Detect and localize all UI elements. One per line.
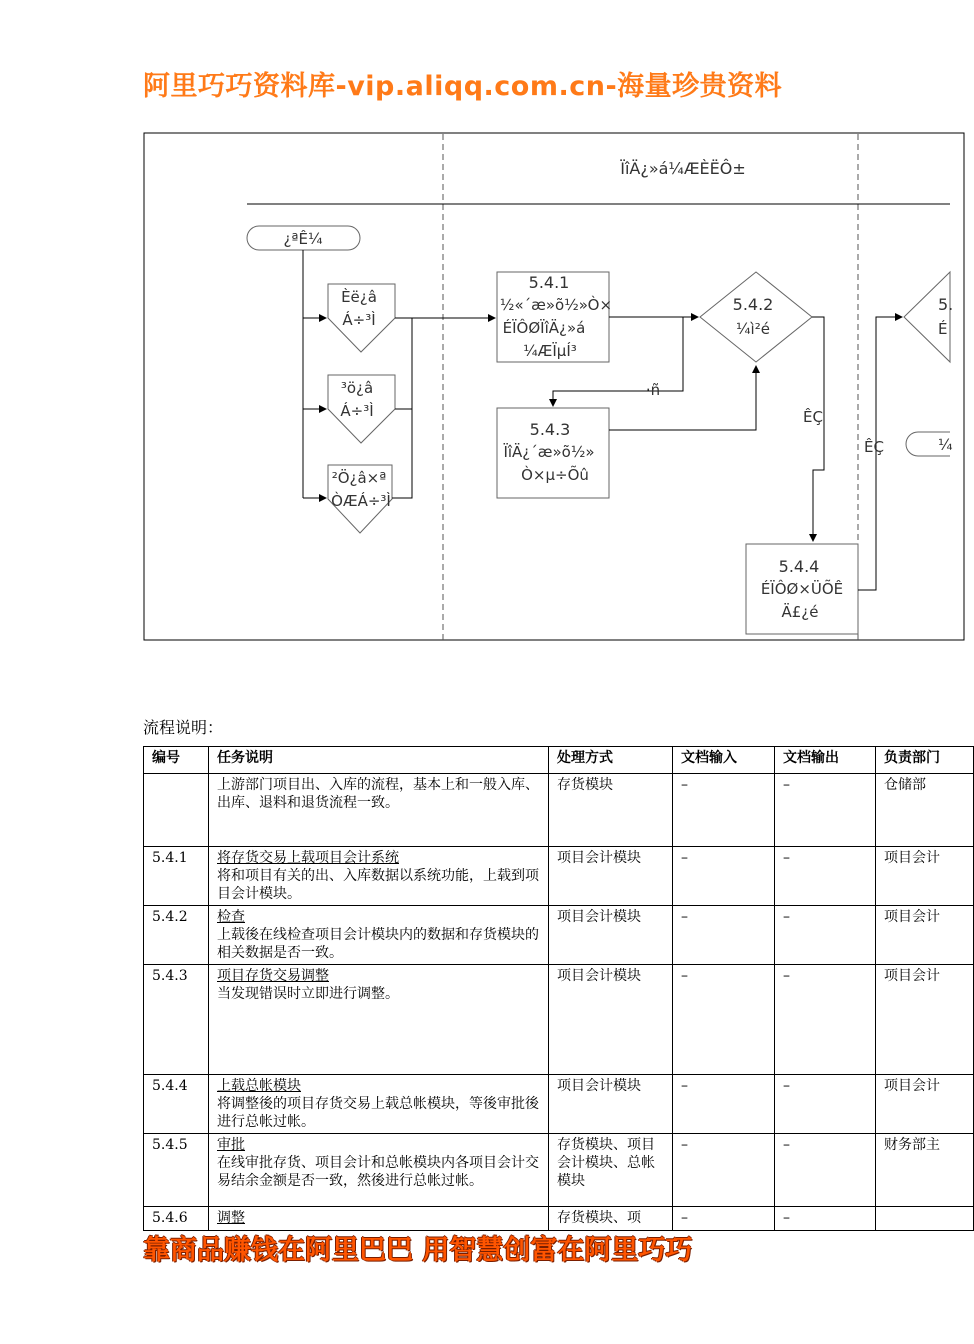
table-row bbox=[144, 847, 974, 906]
diamond542-line2: ¼ì²é bbox=[736, 320, 770, 338]
row-dept: 仓储部 bbox=[876, 774, 974, 847]
box544-line2: ÉÏÔØ×ÜÕÊ bbox=[760, 580, 844, 598]
row-id: 5.4.2 bbox=[144, 906, 209, 965]
row-input: – bbox=[673, 1207, 775, 1231]
row-input: – bbox=[673, 1134, 775, 1207]
row-dept: 财务部主 bbox=[876, 1134, 974, 1207]
task-title: 上载总帐模块 bbox=[217, 1078, 301, 1094]
row-input: – bbox=[673, 1075, 775, 1134]
table-row bbox=[144, 1075, 974, 1134]
row-method: 项目会计模块 bbox=[549, 847, 673, 906]
row-method: 存货模块、项目会计模块、总帐模块 bbox=[549, 1134, 673, 1207]
row-input: – bbox=[673, 906, 775, 965]
header-id: 编号 bbox=[144, 747, 209, 774]
row-method: 项目会计模块 bbox=[549, 965, 673, 1075]
row-task bbox=[209, 847, 549, 906]
row-dept: 项目会计 bbox=[876, 847, 974, 906]
row-output: – bbox=[775, 774, 876, 847]
table-header-row bbox=[144, 747, 974, 774]
start-label: ¿ªÊ¼ bbox=[283, 230, 323, 248]
row-task bbox=[209, 1134, 549, 1207]
row-input: – bbox=[673, 847, 775, 906]
row-output: – bbox=[775, 965, 876, 1075]
row-task bbox=[209, 965, 549, 1075]
box541-line1: 5.4.1 bbox=[528, 273, 570, 292]
box544-line3: Ä£¿é bbox=[781, 603, 819, 621]
row-output: – bbox=[775, 1207, 876, 1231]
row-id: 5.4.5 bbox=[144, 1134, 209, 1207]
task-description: 将和项目有关的出、入库数据以系统功能，上载到项目会计模块。 bbox=[217, 868, 539, 902]
row-task bbox=[209, 1207, 549, 1231]
box543-line1: 5.4.3 bbox=[529, 420, 571, 439]
row-id: 5.4.6 bbox=[144, 1207, 209, 1231]
task-description: 上游部门项目出、入库的流程，基本上和一般入库、出库、退料和退货流程一致。 bbox=[217, 777, 539, 811]
bottom-banner: 靠商品赚钱在阿里巴巴 用智慧创富在阿里巧巧 bbox=[143, 1235, 693, 1266]
task-description: 上载後在线检查项目会计模块内的数据和存货模块的相关数据是否一致。 bbox=[217, 927, 539, 961]
row-id: 5.4.1 bbox=[144, 847, 209, 906]
task-description: 将调整後的项目存货交易上载总帐模块，等後审批後进行总帐过帐。 bbox=[217, 1096, 539, 1130]
box543-line2: ÏîÄ¿´æ»õ½» bbox=[503, 443, 595, 461]
box541-line2: ½«´æ»õ½»Ò× bbox=[499, 296, 613, 314]
doc1-line2: Á÷³Ì bbox=[342, 311, 376, 329]
box544-line1: 5.4.4 bbox=[778, 557, 820, 576]
row-output: – bbox=[775, 1075, 876, 1134]
row-id: 5.4.4 bbox=[144, 1075, 209, 1134]
row-dept: 项目会计 bbox=[876, 965, 974, 1075]
top-banner: 阿里巧巧资料库-vip.aliqq.com.cn-海量珍贵资料 bbox=[143, 71, 783, 102]
row-output: – bbox=[775, 847, 876, 906]
label-yes-2: ÊÇ bbox=[864, 438, 884, 456]
header-dept: 负责部门 bbox=[876, 747, 974, 774]
row-task bbox=[209, 1075, 549, 1134]
row-method: 存货模块、项 bbox=[549, 1207, 673, 1231]
task-title: 审批 bbox=[217, 1137, 245, 1153]
row-dept bbox=[876, 1207, 974, 1231]
row-dept: 项目会计 bbox=[876, 1075, 974, 1134]
task-title: 调整 bbox=[217, 1210, 245, 1226]
row-input: – bbox=[673, 774, 775, 847]
label-no: ·ñ bbox=[645, 381, 661, 399]
table-row bbox=[144, 965, 974, 1075]
decision-partial bbox=[904, 272, 950, 362]
table-row bbox=[144, 1207, 974, 1231]
label-yes-1: ÊÇ bbox=[803, 408, 823, 426]
row-method: 项目会计模块 bbox=[549, 1075, 673, 1134]
row-task bbox=[209, 906, 549, 965]
diamond542-line1: 5.4.2 bbox=[732, 295, 774, 314]
box541-line4: ¼ÆÏµÍ³ bbox=[523, 342, 577, 360]
decision-5-4-2 bbox=[700, 272, 812, 362]
process-table bbox=[143, 746, 974, 1231]
header-method: 处理方式 bbox=[549, 747, 673, 774]
right-partial-2: É bbox=[938, 320, 948, 338]
doc1-line1: Èë¿â bbox=[341, 288, 377, 306]
header-task: 任务说明 bbox=[209, 747, 549, 774]
header-output: 文档输出 bbox=[775, 747, 876, 774]
row-dept: 项目会计 bbox=[876, 906, 974, 965]
doc2-line2: Á÷³Ì bbox=[340, 402, 374, 420]
task-title: 项目存货交易调整 bbox=[217, 968, 329, 984]
section-label: 流程说明： bbox=[143, 718, 224, 737]
task-description: 在线审批存货、项目会计和总帐模块内各项目会计交易结余金额是否一致，然後进行总帐过帐。 bbox=[217, 1155, 539, 1189]
doc3-line2: ÒÆÁ÷³Ì bbox=[331, 492, 391, 510]
doc-shape-inbound bbox=[328, 284, 395, 352]
table-row bbox=[144, 1134, 974, 1207]
row-input: – bbox=[673, 965, 775, 1075]
row-task bbox=[209, 774, 549, 847]
task-title: 将存货交易上载项目会计系统 bbox=[217, 850, 399, 866]
right-partial-3: ¼ bbox=[938, 436, 953, 454]
header-input: 文档输入 bbox=[673, 747, 775, 774]
task-description: 当发现错误时立即进行调整。 bbox=[217, 986, 399, 1002]
doc2-line1: ³ö¿â bbox=[340, 379, 374, 397]
row-id: 5.4.3 bbox=[144, 965, 209, 1075]
table-row bbox=[144, 774, 974, 847]
table-row bbox=[144, 906, 974, 965]
box543-line3: Ò×µ÷Õû bbox=[521, 466, 589, 484]
lane-header: ÏîÄ¿»á¼ÆÈËÔ± bbox=[620, 159, 746, 178]
doc3-line1: ²Ö¿â×ª bbox=[331, 469, 387, 487]
row-method: 项目会计模块 bbox=[549, 906, 673, 965]
row-id bbox=[144, 774, 209, 847]
task-title: 检查 bbox=[217, 909, 245, 925]
box541-line3: ÉÏÔØÏîÄ¿»á bbox=[502, 319, 586, 337]
row-method: 存货模块 bbox=[549, 774, 673, 847]
row-output: – bbox=[775, 906, 876, 965]
right-partial-1: 5. bbox=[938, 295, 954, 314]
doc-shape-outbound bbox=[328, 375, 395, 443]
row-output: – bbox=[775, 1134, 876, 1207]
doc-shape-transfer bbox=[328, 465, 392, 533]
flowchart bbox=[0, 0, 954, 660]
